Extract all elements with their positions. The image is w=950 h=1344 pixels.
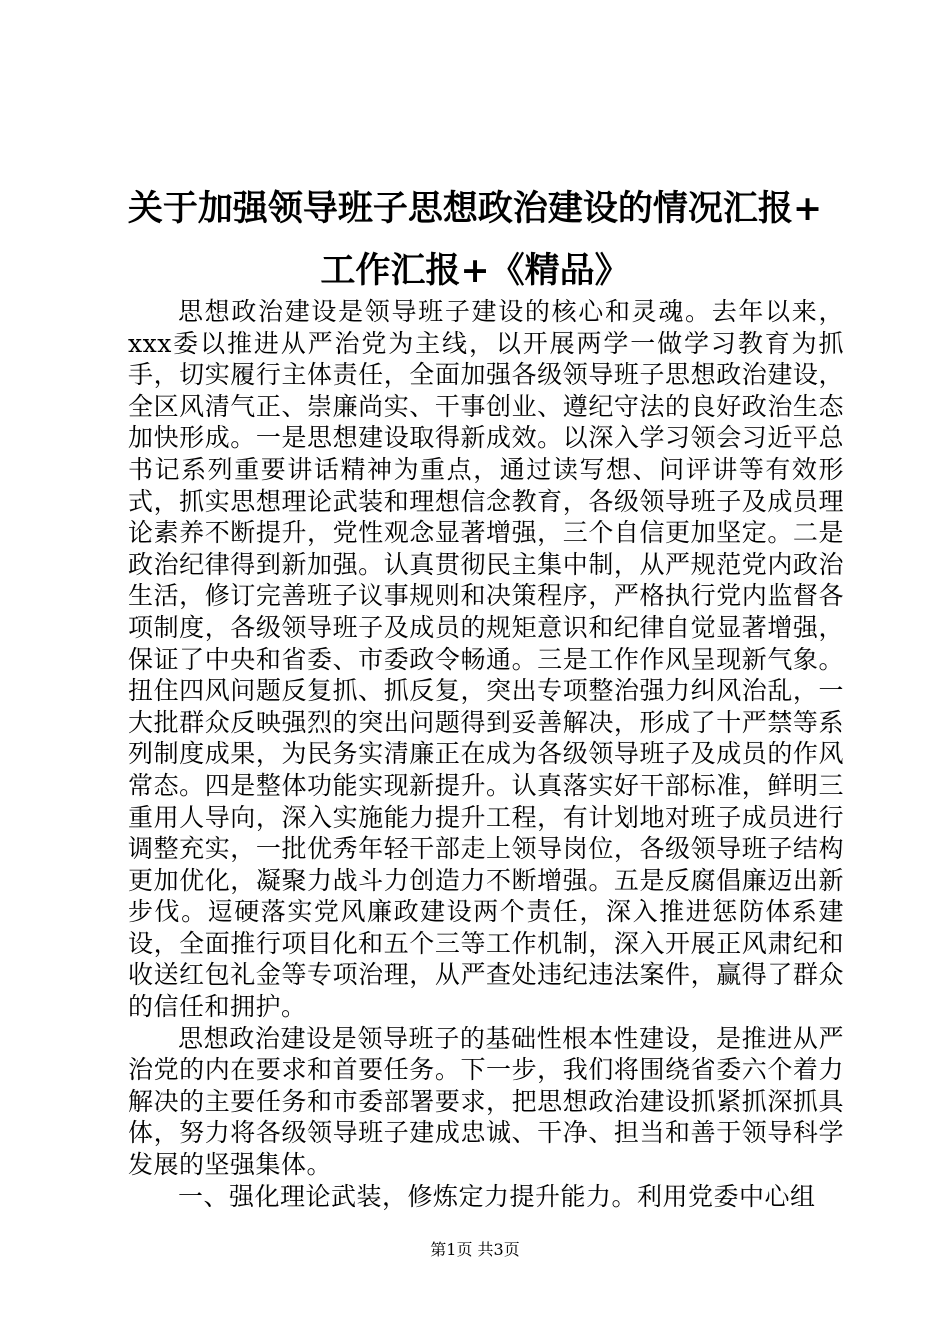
- paragraph: 思想政治建设是领导班子的基础性根本性建设，是推进从严治党的内在要求和首要任务。下一步，我们将围绕省委六个着力解决的主要任务和市委部署要求，把思想政治建设抓紧抓深抓具体，努力将各级领导班子建成忠诚、干净、担当和善于领导科学发展的坚强集体。: [128, 1023, 844, 1180]
- document-body: [128, 296, 844, 1212]
- page-number-footer: 第1页 共3页: [430, 1240, 520, 1259]
- title-line-1: 关于加强领导班子思想政治建设的情况汇报+: [127, 188, 823, 229]
- paragraph: 一、强化理论武装，修炼定力提升能力。利用党委中心组: [178, 1181, 816, 1211]
- document-title: [100, 178, 850, 302]
- paragraph: 思想政治建设是领导班子建设的核心和灵魂。去年以来，xxx委以推进从严治党为主线，以开展两学一做学习教育为抓手，切实履行主体责任，全面加强各级领导班子思想政治建设，全区风清气正、崇廉尚实、干事创业、遵纪守法的良好政治生态加快形成。一是思想建设取得新成效。以深入学习领会习近平总书记系列重要讲话精神为重点，通过读写想、问评讲等有效形式，抓实思想理论武装和理想信念教育，各级领导班子及成员理论素养不断提升，党性观念显著增强，三个自信更加坚定。二是政治纪律得到新加强。认真贯彻民主集中制，从严规范党内政治生活，修订完善班子议事规则和决策程序，严格执行党内监督各项制度，各级领导班子及成员的规矩意识和纪律自觉显著增强，保证了中央和省委、市委政令畅通。三是工作作风呈现新气象。扭住四风问题反复抓、抓反复，突出专项整治强力纠风治乱，一大批群众反映强烈的突出问题得到妥善解决，形成了十严禁等系列制度成果，为民务实清廉正在成为各级领导班子及成员的作风常态。四是整体功能实现新提升。认真落实好干部标准，鲜明三重用人导向，深入实施能力提升工程，有计划地对班子成员进行调整充实，一批优秀年轻干部走上领导岗位，各级领导班子结构更加优化，凝聚力战斗力创造力不断增强。五是反腐倡廉迈出新步伐。逗硬落实党风廉政建设两个责任，深入推进惩防体系建设，全面推行项目化和五个三等工作机制，深入开展正风肃纪和收送红包礼金等专项治理，从严查处违纪违法案件，赢得了群众的信任和拥护。: [128, 297, 844, 1022]
- title-line-2: 工作汇报+《精品》: [320, 250, 630, 291]
